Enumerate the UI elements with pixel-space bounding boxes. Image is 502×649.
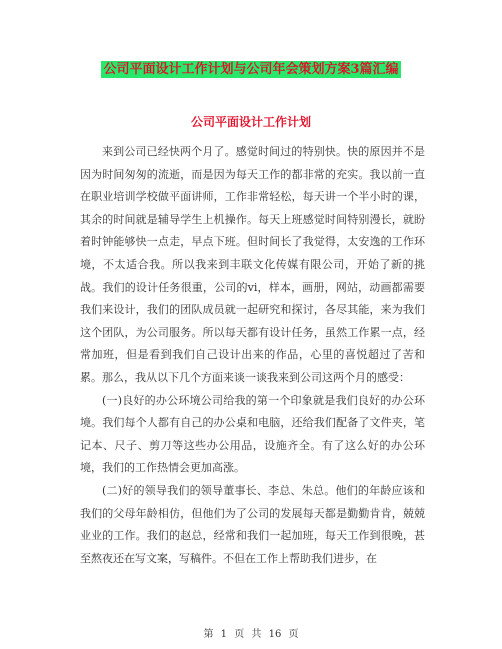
document-body bbox=[80, 141, 425, 570]
document-title-text: 公司平面设计工作计划与公司年会策划方案3篇汇编 bbox=[103, 62, 399, 77]
section-title: 公司平面设计工作计划 bbox=[190, 115, 311, 129]
paragraph-office-environment: (一)良好的办公环境公司给我的第一个印象就是我们良好的办公环境。我们每个人都有自己的办公桌和电脑，还给我们配备了文件夹，笔记本、尺子、剪刀等这些办公用品，设施齐全。有了这么好的办公环境，我们的工作热情会更加高涨。 bbox=[80, 393, 425, 475]
paragraph-leadership: (二)好的领导我们的领导董事长、李总、朱总。他们的年龄应该和我们的父母年龄相仿，但他们为了公司的发展每天都是勤勤肯肯，兢兢业业的工作。我们的赵总，经常和我们一起加班，每天工作到很晚，甚至熬夜还在写文案，写稿件。不但在工作上帮助我们进步，在 bbox=[80, 483, 425, 565]
document-title bbox=[0, 60, 502, 80]
paragraph-intro: 来到公司已经快两个月了。感觉时间过的特别快。快的原因并不是因为时间匆匆的流逝，而是因为每天工作的都非常的充实。我以前一直在职业培训学校做平面讲师，工作非常轻松，每天讲一个半小时的课，其余的时间就是辅导学生上机操作。每天上班感觉时间特别漫长，就盼着时钟能够快一点走，早点下班。但时间长了我觉得，太安逸的工作环境，不太适合我。所以我来到丰联文化传媒有限公司，开始了新的挑战。我们的设计任务很重，公司的vi，样本，画册，网站，动画都需要我们来设计，我们的团队成员就一起研究和探讨，各尽其能，来为我们这个团队，为公司服务。所以每天都有设计任务，虽然工作累一点，经常加班，但是看到我们自己设计出来的作品，心里的喜悦超过了苦和累。那么，我从以下几个方面来谈一谈我来到公司这两个月的感受： bbox=[80, 145, 425, 384]
page-footer: 第 1 页 共 16 页 bbox=[203, 629, 299, 640]
